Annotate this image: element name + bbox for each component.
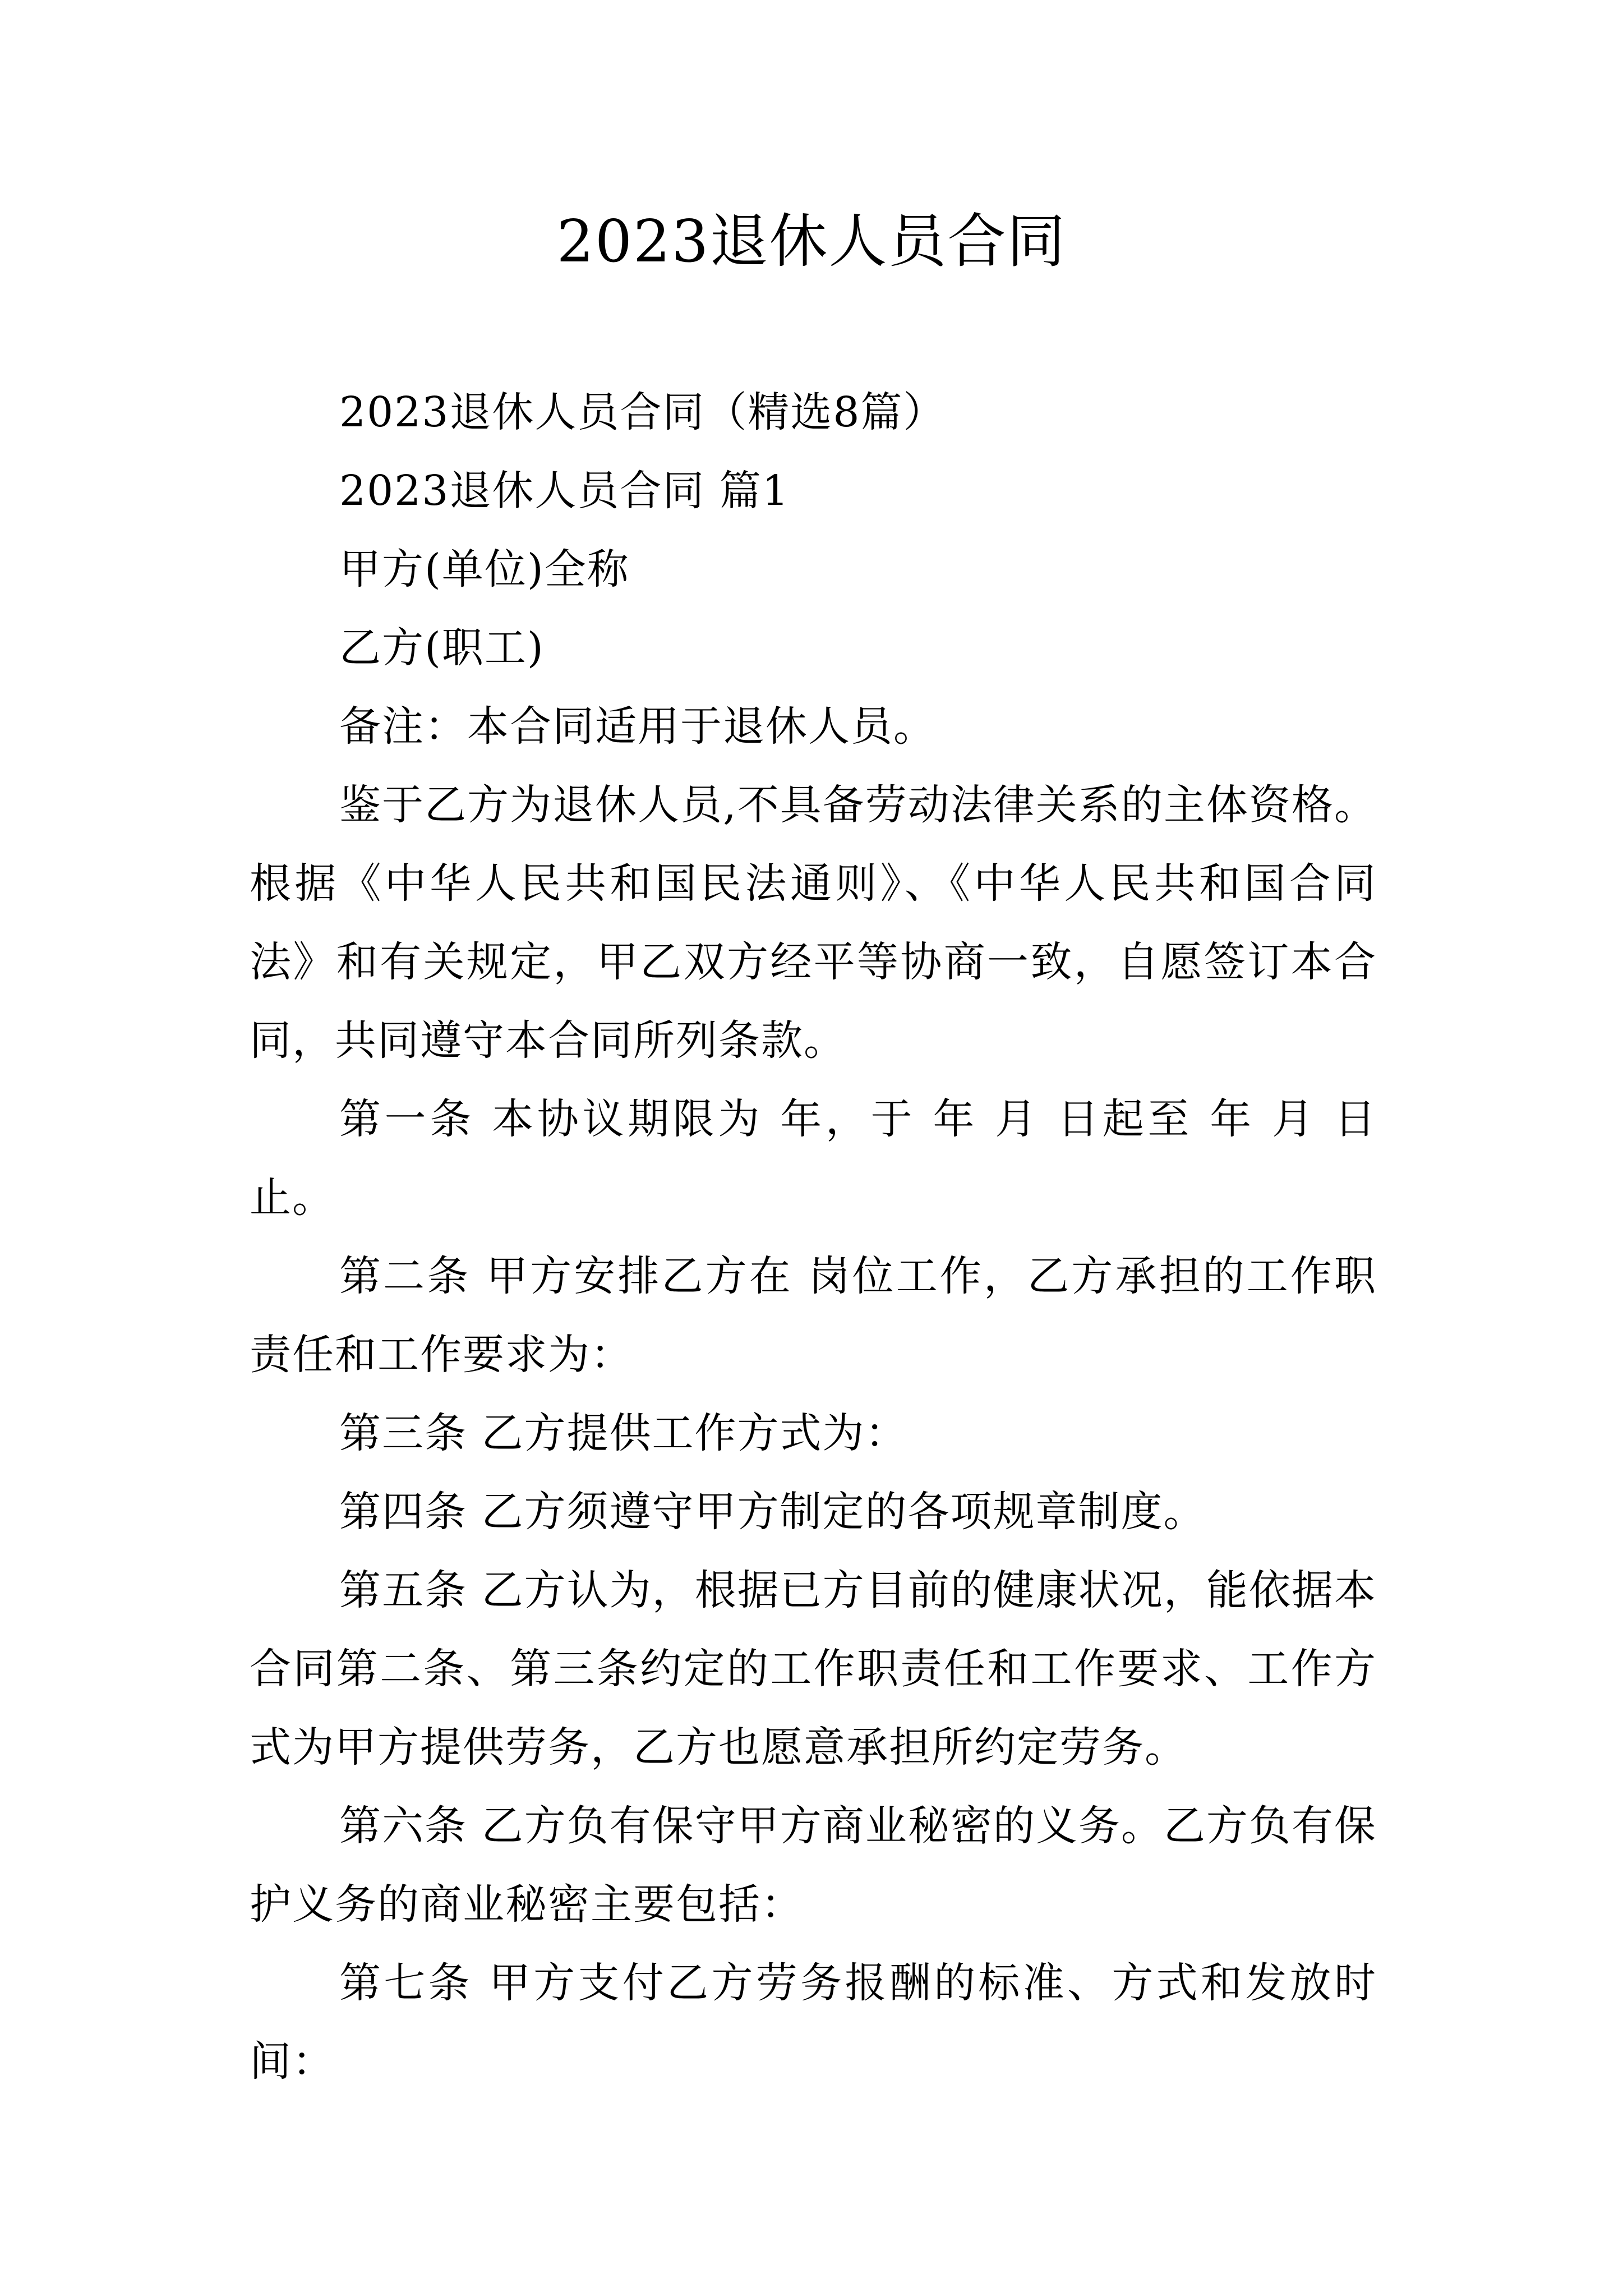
paragraph-subtitle: 2023退休人员合同（精选8篇） — [339, 388, 946, 436]
paragraph-party-b: 乙方(职工) — [339, 624, 545, 672]
paragraph-article-3: 第三条 乙方提供工作方式为： — [339, 1409, 908, 1457]
paragraph-party-a: 甲方(单位)全称 — [339, 545, 630, 593]
paragraph-article-6: 第六条 乙方负有保守甲方商业秘密的义务。乙方负有保护义务的商业秘密主要包括： — [250, 1802, 1377, 1929]
paragraph-article-7: 第七条 甲方支付乙方劳务报酬的标准、方式和发放时间： — [250, 1959, 1377, 2086]
paragraph-article-5: 第五条 乙方认为，根据已方目前的健康状况，能依据本合同第二条、第三条约定的工作职责任和工作要求、工作方式为甲方提供劳务，乙方也愿意承担所约定劳务。 — [250, 1566, 1377, 1772]
paragraph-article-2: 第二条 甲方安排乙方在 岗位工作，乙方承担的工作职责任和工作要求为： — [250, 1252, 1377, 1379]
paragraph-article-1: 第一条 本协议期限为 年，于 年 月 日起至 年 月 日止。 — [250, 1095, 1377, 1222]
document-title: 2023退休人员合同 — [556, 207, 1067, 275]
paragraph-note: 备注：本合同适用于退休人员。 — [339, 702, 936, 751]
paragraph-article-4: 第四条 乙方须遵守甲方制定的各项规章制度。 — [339, 1488, 1206, 1536]
document-body — [250, 373, 1377, 2101]
paragraph-preamble: 鉴于乙方为退休人员,不具备劳动法律关系的主体资格。根据《中华人民共和国民法通则》、《中华人民共和国合同法》和有关规定，甲乙双方经平等协商一致，自愿签订本合同，共同遵守本合同所列条款。 — [250, 781, 1377, 1065]
paragraph-section-heading: 2023退休人员合同 篇1 — [339, 467, 790, 515]
